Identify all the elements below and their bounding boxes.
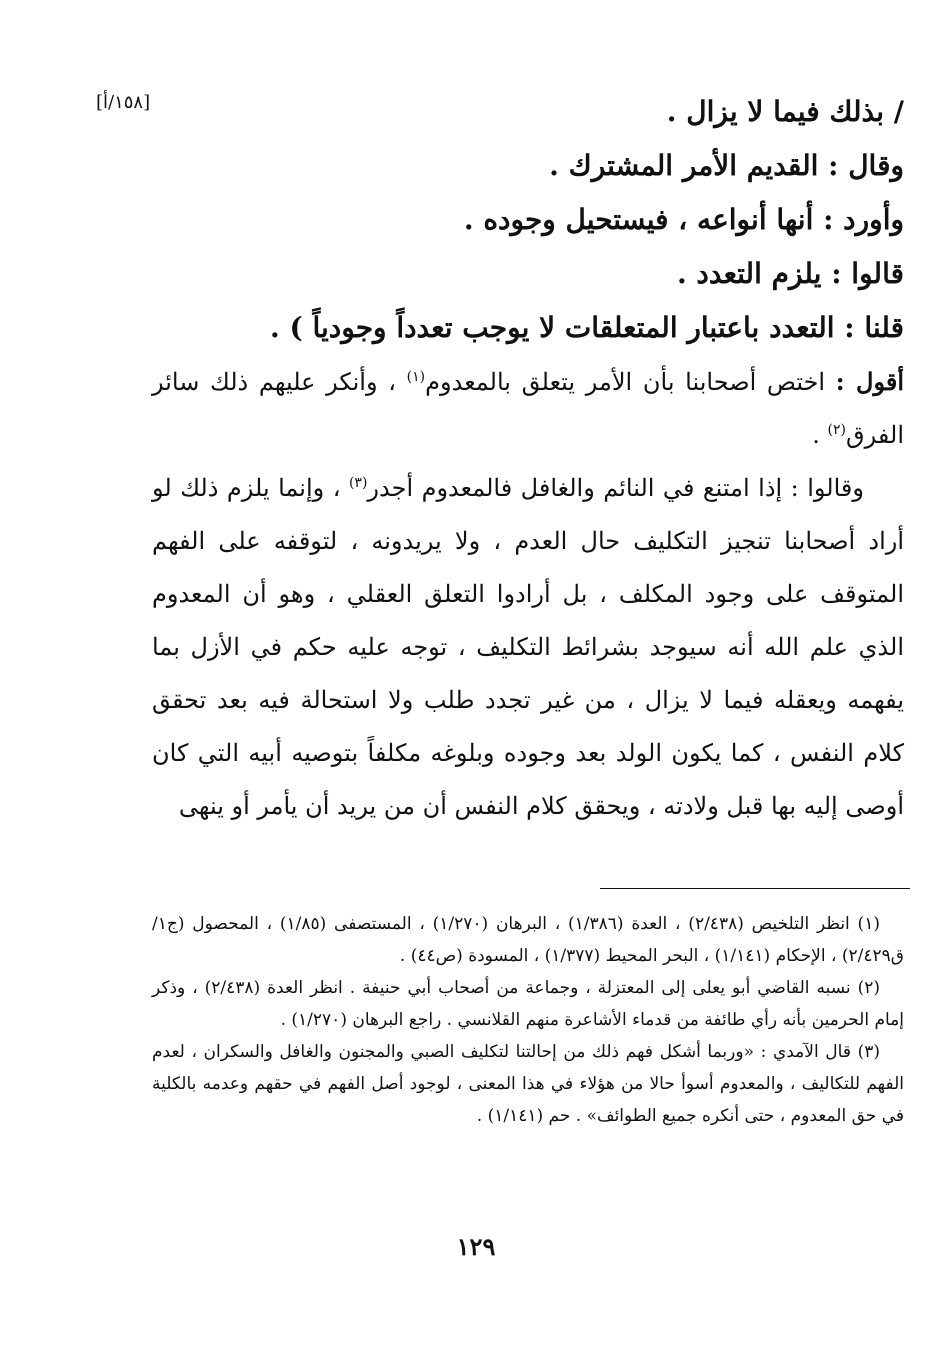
footnote-1: (١) انظر التلخيص (٢/٤٣٨) ، العدة (١/٣٨٦) ، البرهان (١/٢٧٠) ، المستصفى (١/٨٥) ، المحصول (ج١/ق٢/٤٢٩) ، الإحكام (١/١٤١) ، البحر المحيط (١/٣٧٧) ، المسودة (ص٤٤) . <box>152 914 904 966</box>
footnote-2: (٢) نسبه القاضي أبو يعلى إلى المعتزلة ، وجماعة من أصحاب أبي حنيفة . انظر العدة (٢/٤٣٨) ، وذكر إمام الحرمين بأنه رأي طائفة من قدماء الأشاعرة منهم القلانسي . راجع البرهان (١/٢٧٠) . <box>152 978 904 1030</box>
commentary-paragraph-2 <box>152 462 904 833</box>
footnote-3: (٣) قال الآمدي : «وربما أشكل فهم ذلك من إحالتنا لتكليف الصبي والمجنون والغافل والسكران ، لعدم الفهم للتكاليف ، والمعدوم أسوأ حالا من هؤلاء في هذا المعنى ، لوجود أصل الفهم في حقهم وعدمه بالكلية في حق المعدوم ، حتى أنكره جميع الطوائف» . حم (١/١٤١) . <box>152 1042 904 1126</box>
paragraph-lead: أقول : <box>835 367 905 396</box>
matn-line-5: قلنا : التعدد باعتبار المتعلقات لا يوجب تعدداً وجودياً ) . <box>269 311 904 344</box>
paragraph-text: . <box>812 421 828 449</box>
paragraph-text: وقالوا : إذا امتنع في النائم والغافل فالمعدوم أجدر <box>367 474 864 502</box>
matn-line-3: وأورد : أنها أنواعه ، فيستحيل وجوده . <box>463 203 904 236</box>
paragraph-text: ، وإنما يلزم ذلك لو أراد أصحابنا تنجيز التكليف حال العدم ، ولا يريدونه ، لتوقفه على الفهم المتوقف على وجود المكلف ، بل أرادوا التعلق العقلي ، وهو أن المعدوم الذي علم الله أنه سيوجد بشرائط التكليف ، توجه عليه حكم في الأزل بما يفهمه ويعقله فيما لا يزال ، من غير تجدد طلب ولا استحالة فيه بعد تحقق كلام النفس ، كما يكون الولد بعد وجوده وبلوغه مكلفاً بتوصيه أبيه التي كان أوصى إليه بها قبل ولادته ، ويحقق كلام النفس أن من يريد أن يأمر أو ينهى <box>152 474 904 820</box>
matn-line-2: وقال : القديم الأمر المشترك . <box>549 149 904 182</box>
paragraph-text: اختص أصحابنا بأن الأمر يتعلق بالمعدوم <box>425 368 836 396</box>
footnote-ref-2[interactable]: (٢) <box>827 422 847 438</box>
footnote-ref-3[interactable]: (٣) <box>348 475 368 491</box>
footnotes <box>152 908 904 1132</box>
page-number: ١٢٩ <box>456 1232 496 1261</box>
manuscript-folio-marker: [١٥٨/أ] <box>96 92 151 113</box>
main-text <box>152 85 904 833</box>
matn-line-4: قالوا : يلزم التعدد . <box>676 257 904 290</box>
paragraph-text: ، وأنكر عليهم ذلك سائر الفرق <box>152 368 904 449</box>
commentary-paragraph-1 <box>152 355 904 462</box>
footnote-ref-1[interactable]: (١) <box>406 369 426 385</box>
footnote-separator <box>600 888 910 889</box>
matn-line-1: / بذلك فيما لا يزال . <box>666 95 904 128</box>
